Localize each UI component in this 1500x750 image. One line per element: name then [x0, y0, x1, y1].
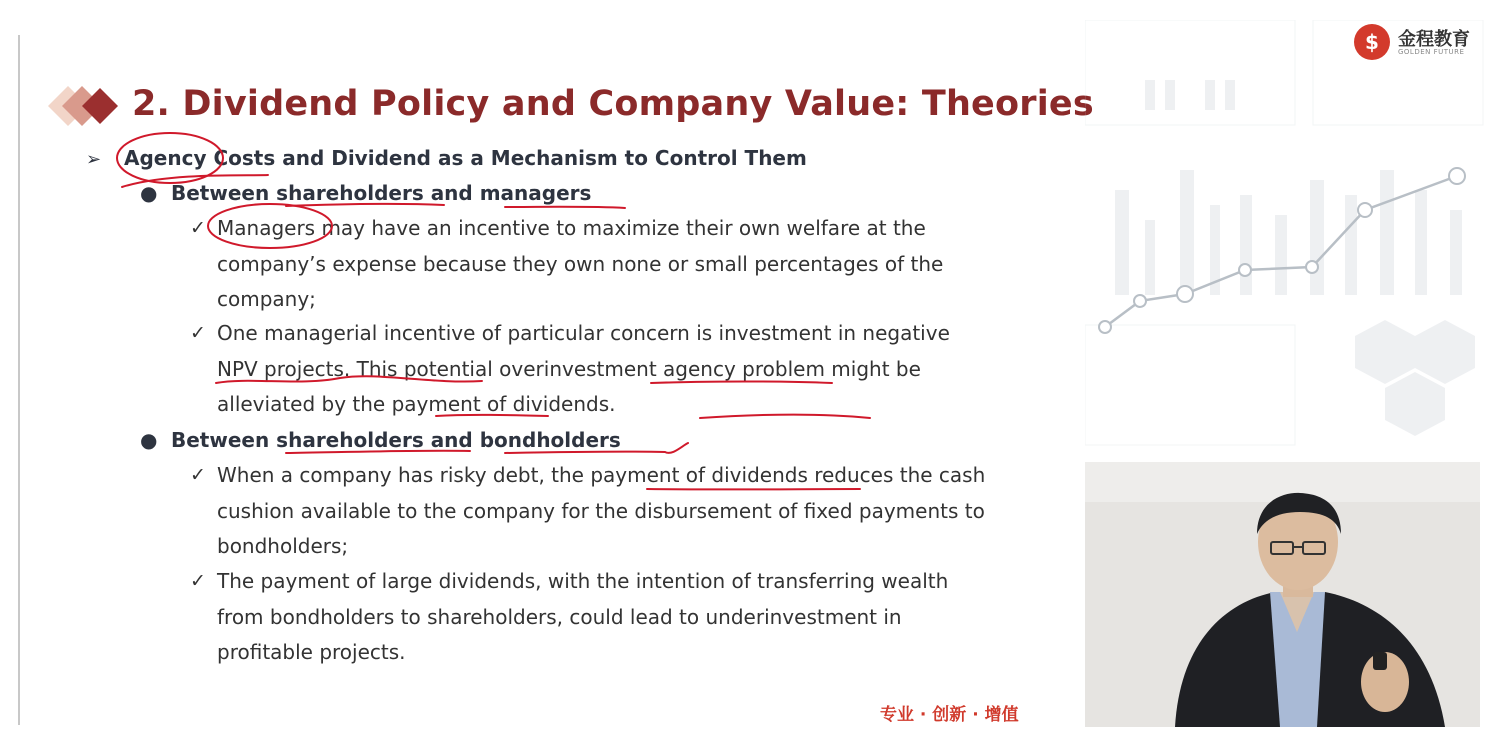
bullet-icon: ● — [140, 428, 158, 452]
logo-name: 金程教育 — [1398, 29, 1470, 50]
point-overinvestment: ✓ One managerial incentive of particular concern is investment in negative NPV projects. This potential overinvestment agency problem might be alleviated by the payment of dividends. — [190, 316, 990, 423]
point-risky-debt: ✓ When a company has risky debt, the payment of dividends reduces the cash cushion available to the company for the disbursement of fixed payments to bondholders; — [190, 458, 990, 565]
point-underinvestment: ✓ The payment of large dividends, with the intention of transferring wealth from bondholders to shareholders, could lead to underinvestment in profitable projects. — [190, 564, 990, 671]
logo-mark-icon: $ — [1354, 24, 1390, 60]
decorative-background-graph — [1085, 20, 1485, 460]
group-heading-managers: ● Between shareholders and managers — [140, 181, 592, 205]
check-icon: ✓ — [190, 217, 206, 239]
check-icon: ✓ — [190, 570, 206, 592]
slide-left-rule — [18, 35, 20, 725]
section-heading: Agency Costs and Dividend as a Mechanism to Control Them — [124, 146, 807, 170]
presenter-video — [1085, 462, 1480, 727]
check-icon: ✓ — [190, 464, 206, 486]
logo-subtext: GOLDEN FUTURE — [1398, 48, 1465, 56]
brand-logo — [1352, 22, 1487, 62]
footer-slogan: 专业 · 创新 · 增值 — [880, 705, 1019, 725]
arrow-bullet-icon: ➢ — [86, 149, 102, 170]
point-managers-incentive: ✓ Managers may have an incentive to maximize their own welfare at the company’s expense because they own none or small percentages of the company; — [190, 211, 990, 318]
bullet-icon: ● — [140, 181, 158, 205]
group-heading-bondholders: ● Between shareholders and bondholders — [140, 428, 621, 452]
check-icon: ✓ — [190, 322, 206, 344]
title-diamond-icons — [48, 86, 128, 126]
slide-title: 2. Dividend Policy and Company Value: Theories — [132, 84, 1094, 124]
presenter-figure — [1085, 462, 1480, 727]
section-heading-row — [86, 146, 807, 170]
